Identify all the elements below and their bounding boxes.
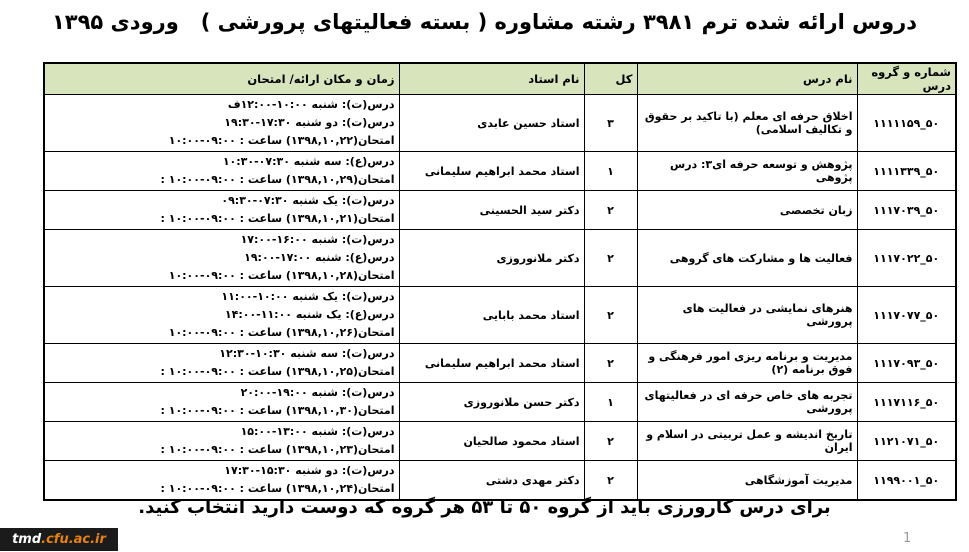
schedule-line: امتحان(۱۳۹۸,۱۰,۲۶) ساعت : ۰۹:۰۰-۱۰:۰۰ [168,326,395,339]
course-code-cell: ۵۰_۱۱۱۷۰۳۹ [857,191,956,230]
table-row [44,422,956,461]
schedule-line: امتحان(۱۳۹۸,۱۰,۲۵) ساعت : ۰۹:۰۰-۱۰:۰۰ : [160,365,395,378]
header-course-name: نام درس [637,63,857,95]
schedule-cell [44,344,399,383]
watermark-prefix: tmd [12,532,42,547]
total-units-cell: ۱ [584,383,637,422]
table-row [44,95,956,152]
course-code-cell: ۵۰_۱۱۹۹۰۰۱ [857,461,956,501]
schedule-cell [44,95,399,152]
total-units-cell: ۲ [584,422,637,461]
schedule-line: امتحان(۱۳۹۸,۱۰,۲۳) ساعت : ۰۹:۰۰-۱۰:۰۰ : [160,443,395,456]
total-units-cell: ۲ [584,461,637,501]
total-units-cell: ۲ [584,191,637,230]
page-title: دروس ارائه شده ترم ۳۹۸۱ رشته مشاوره ( بسته فعالیتهای پرورشی ) ورودی ۱۳۹۵ [51,10,918,34]
course-name-cell: مدیریت آموزشگاهی [637,461,857,501]
table-header-row [44,63,956,95]
course-name-cell: تاریخ اندیشه و عمل تربیتی در اسلام و ایران [637,422,857,461]
instructor-cell: دکتر مهدی دشتی [399,461,584,501]
course-name-cell: زبان تخصصی [637,191,857,230]
header-instructor: نام استاد [399,63,584,95]
total-units-cell: ۲ [584,344,637,383]
course-code-cell: ۵۰_۱۱۱۱۳۳۹ [857,152,956,191]
schedule-cell [44,422,399,461]
instructor-cell: دکتر حسن ملانوروزی [399,383,584,422]
course-table [43,62,957,501]
schedule-line: درس(ت): شنبه ۱۰:۰۰-۱۲:۰۰ف [227,98,395,111]
course-name-cell: مدیریت و برنامه ریزی امور فرهنگی و فوق برنامه (۲) [637,344,857,383]
schedule-cell [44,287,399,344]
schedule-line: امتحان(۱۳۹۸,۱۰,۲۱) ساعت : ۰۹:۰۰-۱۰:۰۰ : [160,212,395,225]
course-table-body [44,95,956,501]
instructor-cell: استاد محمد ابراهیم سلیمانی [399,344,584,383]
schedule-cell [44,230,399,287]
course-code-cell: ۵۰_۱۱۲۱۰۷۱ [857,422,956,461]
header-schedule: زمان و مکان ارائه/ امتحان [44,63,399,95]
instructor-cell: دکتر سید الحسینی [399,191,584,230]
schedule-line: امتحان(۱۳۹۸,۱۰,۳۰) ساعت : ۰۹:۰۰-۱۰:۰۰ : [160,404,395,417]
schedule-line: درس(ع): شنبه ۱۷:۰۰-۱۹:۰۰ [244,251,395,264]
schedule-line: درس(ت): دو شنبه ۱۵:۳۰-۱۷:۳۰ [224,464,395,477]
total-units-cell: ۱ [584,152,637,191]
schedule-line: درس(ع): سه شنبه ۰۷:۳۰-۱۰:۳۰ [222,155,395,168]
table-row [44,461,956,501]
course-name-cell: پژوهش و توسعه حرفه ای۳: درس پژوهی [637,152,857,191]
schedule-line: امتحان(۱۳۹۸,۱۰,۲۹) ساعت : ۰۹:۰۰-۱۰:۰۰ : [160,173,395,186]
course-code-cell: ۵۰_۱۱۱۷۱۱۶ [857,383,956,422]
instructor-cell: استاد محمد ابراهیم سلیمانی [399,152,584,191]
course-name-cell: تجربه های خاص حرفه ای در فعالیتهای پرورشی [637,383,857,422]
course-code-cell: ۵۰_۱۱۱۷۰۷۷ [857,287,956,344]
course-name-cell: اخلاق حرفه ای معلم (با تاکید بر حقوق و تکالیف اسلامی) [637,95,857,152]
instructor-cell: استاد محمد بابایی [399,287,584,344]
watermark-suffix: .cfu.ac.ir [41,532,106,547]
table-row [44,287,956,344]
table-row [44,230,956,287]
course-name-cell: هنرهای نمایشی در فعالیت های پرورشی [637,287,857,344]
schedule-line: درس(ت): شنبه ۱۶:۰۰-۱۷:۰۰ [240,233,395,246]
schedule-line: درس(ت): سه شنبه ۱۰:۳۰-۱۲:۳۰ [219,347,395,360]
schedule-cell [44,383,399,422]
page-number: 1 [903,531,912,546]
schedule-line: درس(ت): یک شنبه ۱۰:۰۰-۱۱:۰۰ [221,290,395,303]
schedule-line: امتحان(۱۳۹۸,۱۰,۲۲) ساعت : ۰۹:۰۰-۱۰:۰۰ [168,134,395,147]
course-code-cell: ۵۰_۱۱۱۱۱۵۹ [857,95,956,152]
schedule-line: درس(ت): دو شنبه ۱۷:۳۰-۱۹:۳۰ [224,116,395,129]
total-units-cell: ۲ [584,287,637,344]
table-row [44,152,956,191]
total-units-cell: ۲ [584,230,637,287]
instructor-cell: استاد حسین عابدی [399,95,584,152]
course-code-cell: ۵۰_۱۱۱۷۰۹۳ [857,344,956,383]
site-watermark [0,528,118,551]
schedule-line: درس(ت): یک شنبه ۰۷:۳۰-۰۹:۳۰ [221,194,395,207]
schedule-line: امتحان(۱۳۹۸,۱۰,۲۸) ساعت : ۰۹:۰۰-۱۰:۰۰ [168,269,395,282]
schedule-cell [44,152,399,191]
schedule-line: امتحان(۱۳۹۸,۱۰,۲۴) ساعت : ۰۹:۰۰-۱۰:۰۰ : [160,482,395,495]
instructor-cell: استاد محمود صالحیان [399,422,584,461]
table-row [44,191,956,230]
header-total-units: کل [584,63,637,95]
schedule-line: درس(ت): شنبه ۱۳:۰۰-۱۵:۰۰ [240,425,395,438]
table-row [44,344,956,383]
schedule-cell [44,191,399,230]
course-name-cell: فعالیت ها و مشارکت های گروهی [637,230,857,287]
schedule-line: درس(ع): یک شنبه ۱۱:۰۰-۱۴:۰۰ [224,308,395,321]
course-code-cell: ۵۰_۱۱۱۷۰۲۲ [857,230,956,287]
total-units-cell: ۳ [584,95,637,152]
header-course-code: شماره و گروه درس [857,63,956,95]
instructor-cell: دکتر ملانوروزی [399,230,584,287]
schedule-cell [44,461,399,501]
schedule-line: درس(ت): شنبه ۱۹:۰۰-۲۰:۰۰ [240,386,395,399]
table-row [44,383,956,422]
footer-note: برای درس کارورزی باید از گروه ۵۰ تا ۵۳ هر گروه که دوست دارید انتخاب کنید. [138,497,831,518]
